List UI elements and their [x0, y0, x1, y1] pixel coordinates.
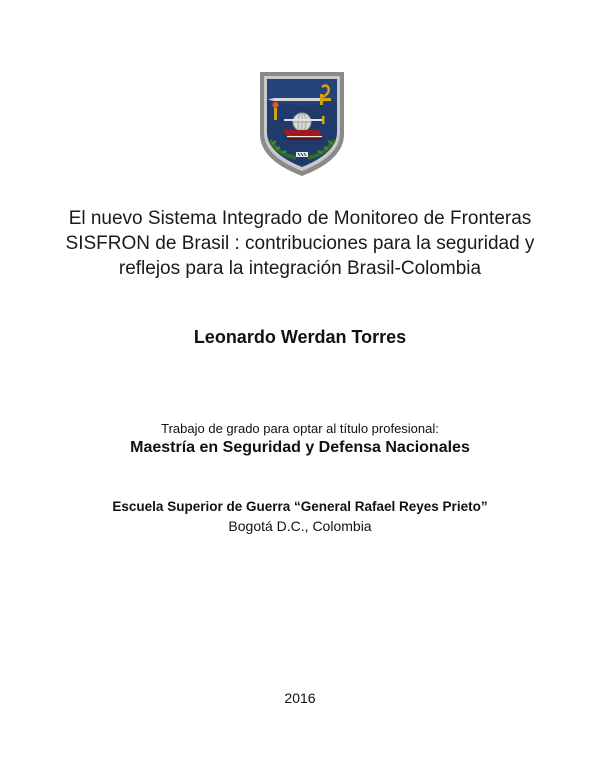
degree-name: Maestría en Seguridad y Defensa Nacionales	[130, 439, 470, 456]
institution-name: Escuela Superior de Guerra “General Rafael Reyes Prieto”	[112, 499, 488, 514]
thesis-title: El nuevo Sistema Integrado de Monitoreo de Fronteras SISFRON de Brasil : contribuciones para la seguridad y reflejos para la integración Brasil-Colombia	[65, 208, 535, 279]
degree-intro-text: Trabajo de grado para optar al título profesional:	[161, 421, 439, 436]
publication-year: 2016	[284, 690, 316, 706]
shield-emblem-icon	[256, 70, 348, 178]
institution-city: Bogotá D.C., Colombia	[228, 518, 372, 534]
author-name: Leonardo Werdan Torres	[193, 327, 407, 347]
